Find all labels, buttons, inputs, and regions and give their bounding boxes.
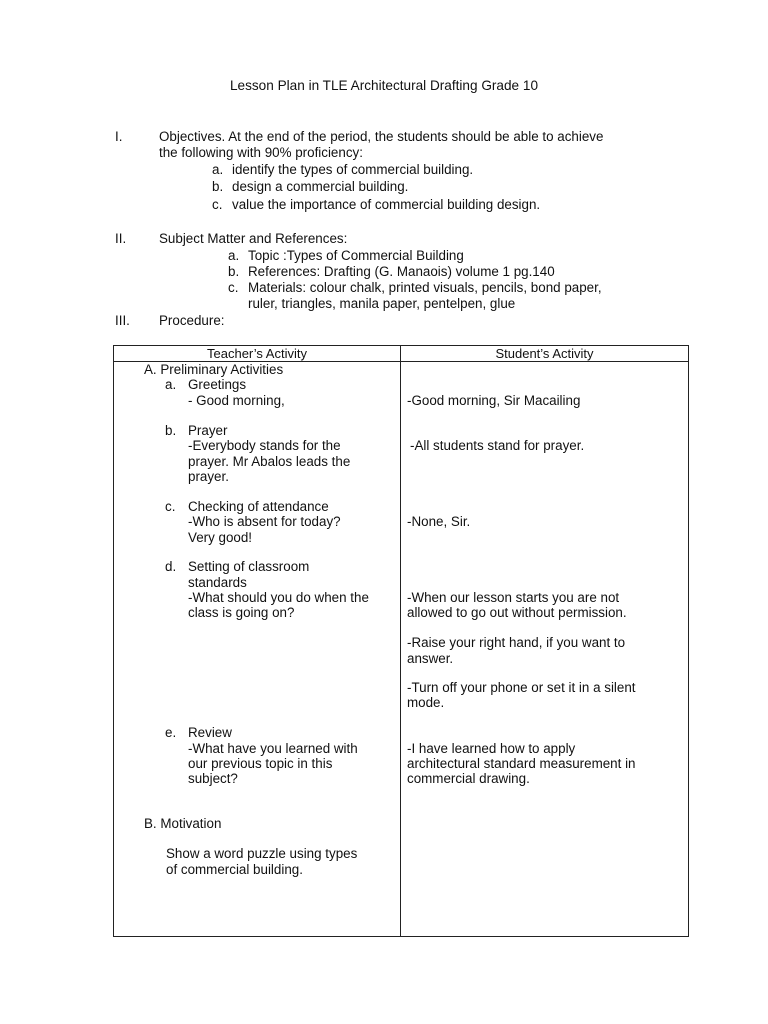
reference-item [228,248,464,264]
objective-item [212,162,473,178]
attendance-text: Very good! [188,530,253,545]
student-standard: -Turn off your phone or set it in a silent [407,680,636,695]
student-standard: -Raise your right hand, if you want to [407,635,626,650]
attendance-label: c. [165,499,176,514]
standards-text: -What should you do when the [188,590,369,605]
greetings-label: a. [165,377,177,392]
prayer-text: -Everybody stands for the [188,438,341,453]
reference-item-text: Topic :Types of Commercial Building [248,248,464,263]
procedure-table [113,345,689,937]
reference-item-label: c. [228,280,239,295]
attendance-title: Checking of attendance [188,499,329,514]
reference-item-text: References: Drafting (G. Manaois) volume 1 pg.140 [248,264,555,279]
objectives-numeral: I. [115,129,123,144]
student-standard: allowed to go out without permission. [407,605,627,620]
prayer-title: Prayer [188,423,228,438]
student-activity-cell [401,362,689,937]
objective-item [212,197,540,213]
review-text: our previous topic in this [188,756,333,771]
student-attendance: -None, Sir. [407,514,471,529]
student-standard: mode. [407,695,445,710]
greetings-title: Greetings [188,377,247,392]
reference-item [228,280,602,296]
procedure-heading: Procedure: [159,313,225,328]
review-text: subject? [188,771,238,786]
objectives-line-2: the following with 90% proficiency: [159,145,363,160]
subject-matter-numeral: II. [115,231,127,246]
motivation-heading: B. Motivation [144,816,222,831]
student-activity-header: Student’s Activity [401,346,689,362]
document-title: Lesson Plan in TLE Architectural Drafting Grade 10 [229,78,539,93]
objective-item-label: a. [212,162,224,177]
subject-matter-heading: Subject Matter and References: [159,231,348,246]
teacher-activity-cell [114,362,401,937]
table-header-row [114,346,689,362]
objective-item-text: value the importance of commercial building design. [232,197,541,212]
review-text: -What have you learned with [188,741,358,756]
review-label: e. [165,725,177,740]
student-prayer: -All students stand for prayer. [410,438,585,453]
standards-label: d. [165,559,177,574]
objective-item-label: b. [212,179,224,194]
student-greeting: -Good morning, Sir Macailing [407,393,581,408]
objectives-line-1: Objectives. At the end of the period, the students should be able to achieve [159,129,604,144]
teacher-activity-header: Teacher’s Activity [114,346,401,362]
procedure-numeral: III. [115,313,130,328]
reference-item-label: a. [228,248,240,263]
greetings-text: - Good morning, [188,393,285,408]
student-review: architectural standard measurement in [407,756,636,771]
reference-item-label: b. [228,264,240,279]
table-row [114,362,689,937]
objective-item-text: identify the types of commercial building. [232,162,474,177]
prayer-label: b. [165,423,177,438]
motivation-text: Show a word puzzle using types [166,846,358,861]
reference-item [228,264,555,280]
objective-item-label: c. [212,197,223,212]
standards-text: class is going on? [188,605,295,620]
materials-continued: ruler, triangles, manila paper, pentelpen, glue [248,296,516,311]
prayer-text: prayer. Mr Abalos leads the [188,454,351,469]
student-review: commercial drawing. [407,771,530,786]
student-standard: -When our lesson starts you are not [407,590,620,605]
attendance-text: -Who is absent for today? [188,514,341,529]
prayer-text: prayer. [188,469,229,484]
objective-item [212,179,408,195]
student-review: -I have learned how to apply [407,741,576,756]
preliminary-activities-heading: A. Preliminary Activities [144,362,284,377]
objective-item-text: design a commercial building. [232,179,409,194]
standards-title: standards [188,575,247,590]
review-title: Review [188,725,232,740]
motivation-text: of commercial building. [166,862,303,877]
reference-item-text: Materials: colour chalk, printed visuals, pencils, bond paper, [248,280,602,295]
student-standard: answer. [407,651,454,666]
standards-title: Setting of classroom [188,559,310,574]
